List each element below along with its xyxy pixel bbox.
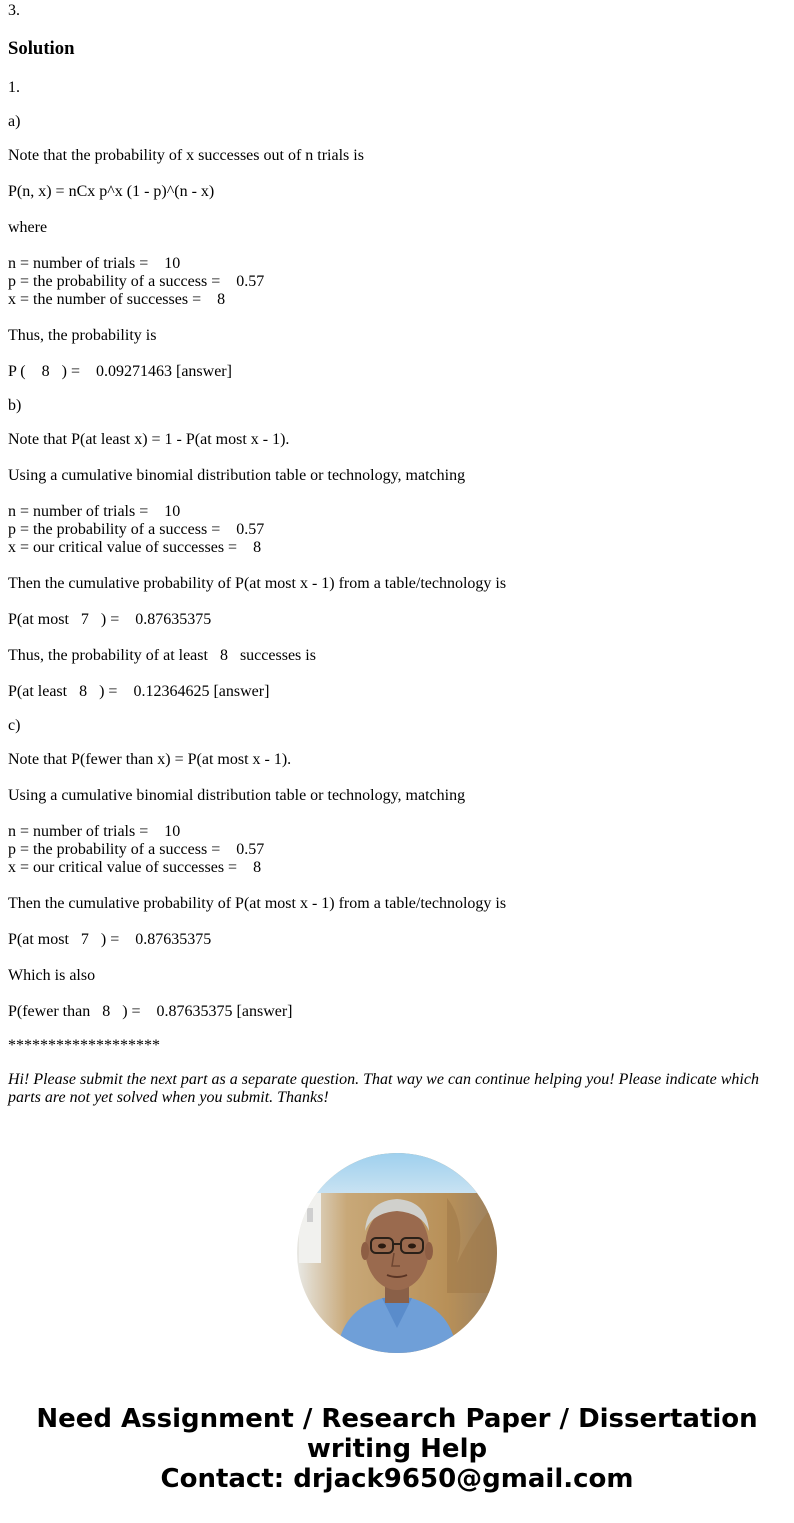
part-c-at-most: P(at most 7 ) = 0.87635375 (8, 931, 212, 948)
part-a-formula: P(n, x) = nCx p^x (1 - p)^(n - x) (8, 183, 215, 200)
part-a-x-line: x = the number of successes = 8 (8, 291, 226, 308)
part-a-n-line: n = number of trials = 10 (8, 255, 181, 272)
part-b-n-line: n = number of trials = 10 (8, 503, 181, 520)
part-b-x-line: x = our critical value of successes = 8 (8, 539, 262, 556)
part-b-using: Using a cumulative binomial distribution table or technology, matching (8, 467, 466, 484)
question-number: 3. (8, 2, 20, 19)
closing-note: Hi! Please submit the next part as a separate question. That way we can continue helping you! Please indicate which parts are not yet solved when you submit. Thanks! (8, 1071, 759, 1106)
part-c-n-line: n = number of trials = 10 (8, 823, 181, 840)
part-b-thus: Thus, the probability of at least 8 successes is (8, 647, 316, 664)
footer-line-1: Need Assignment / Research Paper / Dissertation (36, 1404, 758, 1434)
part-number: 1. (8, 79, 20, 96)
part-b-then: Then the cumulative probability of P(at most x - 1) from a table/technology is (8, 575, 507, 592)
part-c-p-line: p = the probability of a success = 0.57 (8, 841, 265, 858)
part-a-thus: Thus, the probability is (8, 327, 157, 344)
part-c-answer: P(fewer than 8 ) = 0.87635375 [answer] (8, 1003, 293, 1020)
part-a-label: a) (8, 113, 21, 130)
part-b-p-line: p = the probability of a success = 0.57 (8, 521, 265, 538)
solution-heading: Solution (8, 38, 75, 59)
part-b-answer: P(at least 8 ) = 0.12364625 [answer] (8, 683, 270, 700)
footer-contact-line: Contact: drjack9650@gmail.com (160, 1464, 634, 1494)
part-c-x-line: x = our critical value of successes = 8 (8, 859, 262, 876)
part-c-note: Note that P(fewer than x) = P(at most x - 1). (8, 751, 292, 768)
part-b-at-most: P(at most 7 ) = 0.87635375 (8, 611, 212, 628)
part-c-which: Which is also (8, 967, 96, 984)
part-c-using: Using a cumulative binomial distribution table or technology, matching (8, 787, 466, 804)
part-a-p-line: p = the probability of a success = 0.57 (8, 273, 265, 290)
footer-line-2: writing Help (306, 1434, 488, 1464)
part-b-note: Note that P(at least x) = 1 - P(at most x - 1). (8, 431, 290, 448)
part-b-label: b) (8, 397, 22, 414)
part-a-intro: Note that the probability of x successes out of n trials is (8, 147, 364, 164)
author-portrait-image (297, 1153, 497, 1353)
part-c-then: Then the cumulative probability of P(at most x - 1) from a table/technology is (8, 895, 507, 912)
footer-contact-banner (0, 1404, 794, 1494)
separator-stars: ******************* (8, 1037, 160, 1054)
part-a-where: where (8, 219, 48, 236)
part-a-answer: P ( 8 ) = 0.09271463 [answer] (8, 363, 232, 380)
author-avatar (297, 1153, 497, 1353)
part-c-label: c) (8, 717, 21, 734)
